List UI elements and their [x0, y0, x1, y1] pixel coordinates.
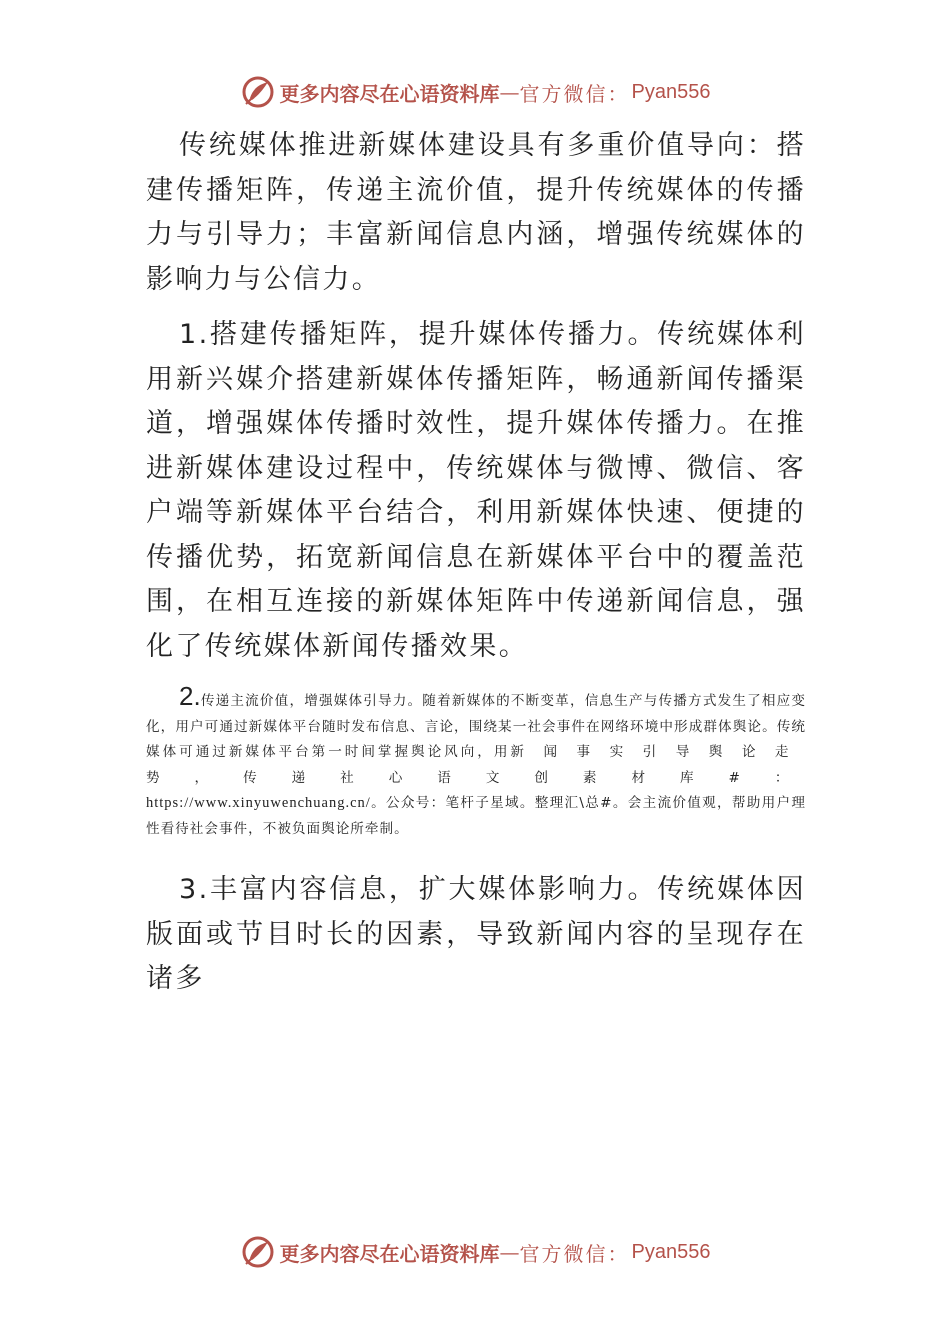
point-2-url: https://www.xinyuwenchuang.cn/	[146, 795, 371, 811]
header-wechat-label: 官方微信：	[519, 81, 630, 106]
footer-watermark-banner	[0, 1232, 950, 1272]
brand-logo-icon	[240, 74, 276, 110]
point-1-paragraph: 1.搭建传播矩阵，提升媒体传播力。传统媒体利用新兴媒介搭建新媒体传播矩阵，畅通新闻传播渠道，增强媒体传播时效性，提升媒体传播力。在推进新媒体建设过程中，传统媒体与微博、微信、客户端等新媒体平台结合，利用新媒体快速、便捷的传播优势，拓宽新闻信息在新媒体平台中的覆盖范围，在相互连接的新媒体矩阵中传递新闻信息，强化了传统媒体新闻传播效果。	[146, 319, 806, 662]
brand-logo-icon	[240, 1234, 276, 1270]
footer-separator: —	[499, 1240, 520, 1264]
point-2-text-spaced: 新闻事实引导舆论走势，传递社心语文创素材库#：	[146, 744, 807, 786]
point-2-text-b: 。公众号：笔杆子星域。整理汇\总#。会主流价值观，帮助用户理性看待社会事件，不被负面舆论所牵制。	[146, 795, 806, 837]
header-separator: —	[499, 80, 520, 104]
point-2-number: 2.	[179, 681, 201, 711]
intro-paragraph: 传统媒体推进新媒体建设具有多重价值导向：搭建传播矩阵，传递主流价值，提升传统媒体的传播力与引导力；丰富新闻信息内涵，增强传统媒体的影响力与公信力。	[146, 130, 806, 295]
header-wechat-id: Pyan556	[631, 80, 711, 103]
footer-brand-text: 更多内容尽在心语资料库	[279, 1241, 500, 1266]
footer-wechat-label: 官方微信：	[519, 1241, 630, 1266]
point-2-text-a: 传递主流价值，增强媒体引导力。随着新媒体的不断变革，信息生产与传播方式发生了相应变化，用户可通过新媒体平台随时发布信息、言论，围绕某一社会事件在网络环境中形成群体舆论。传统媒体可通过新媒体平台第一时间掌握舆论风向，用	[146, 693, 806, 760]
point-2-paragraph	[146, 681, 807, 842]
point-3-paragraph: 3.丰富内容信息，扩大媒体影响力。传统媒体因版面或节目时长的因素，导致新闻内容的呈现存在诸多	[146, 874, 806, 994]
header-brand-text: 更多内容尽在心语资料库	[279, 81, 500, 106]
header-watermark-banner	[0, 72, 950, 112]
footer-wechat-id: Pyan556	[631, 1240, 711, 1263]
